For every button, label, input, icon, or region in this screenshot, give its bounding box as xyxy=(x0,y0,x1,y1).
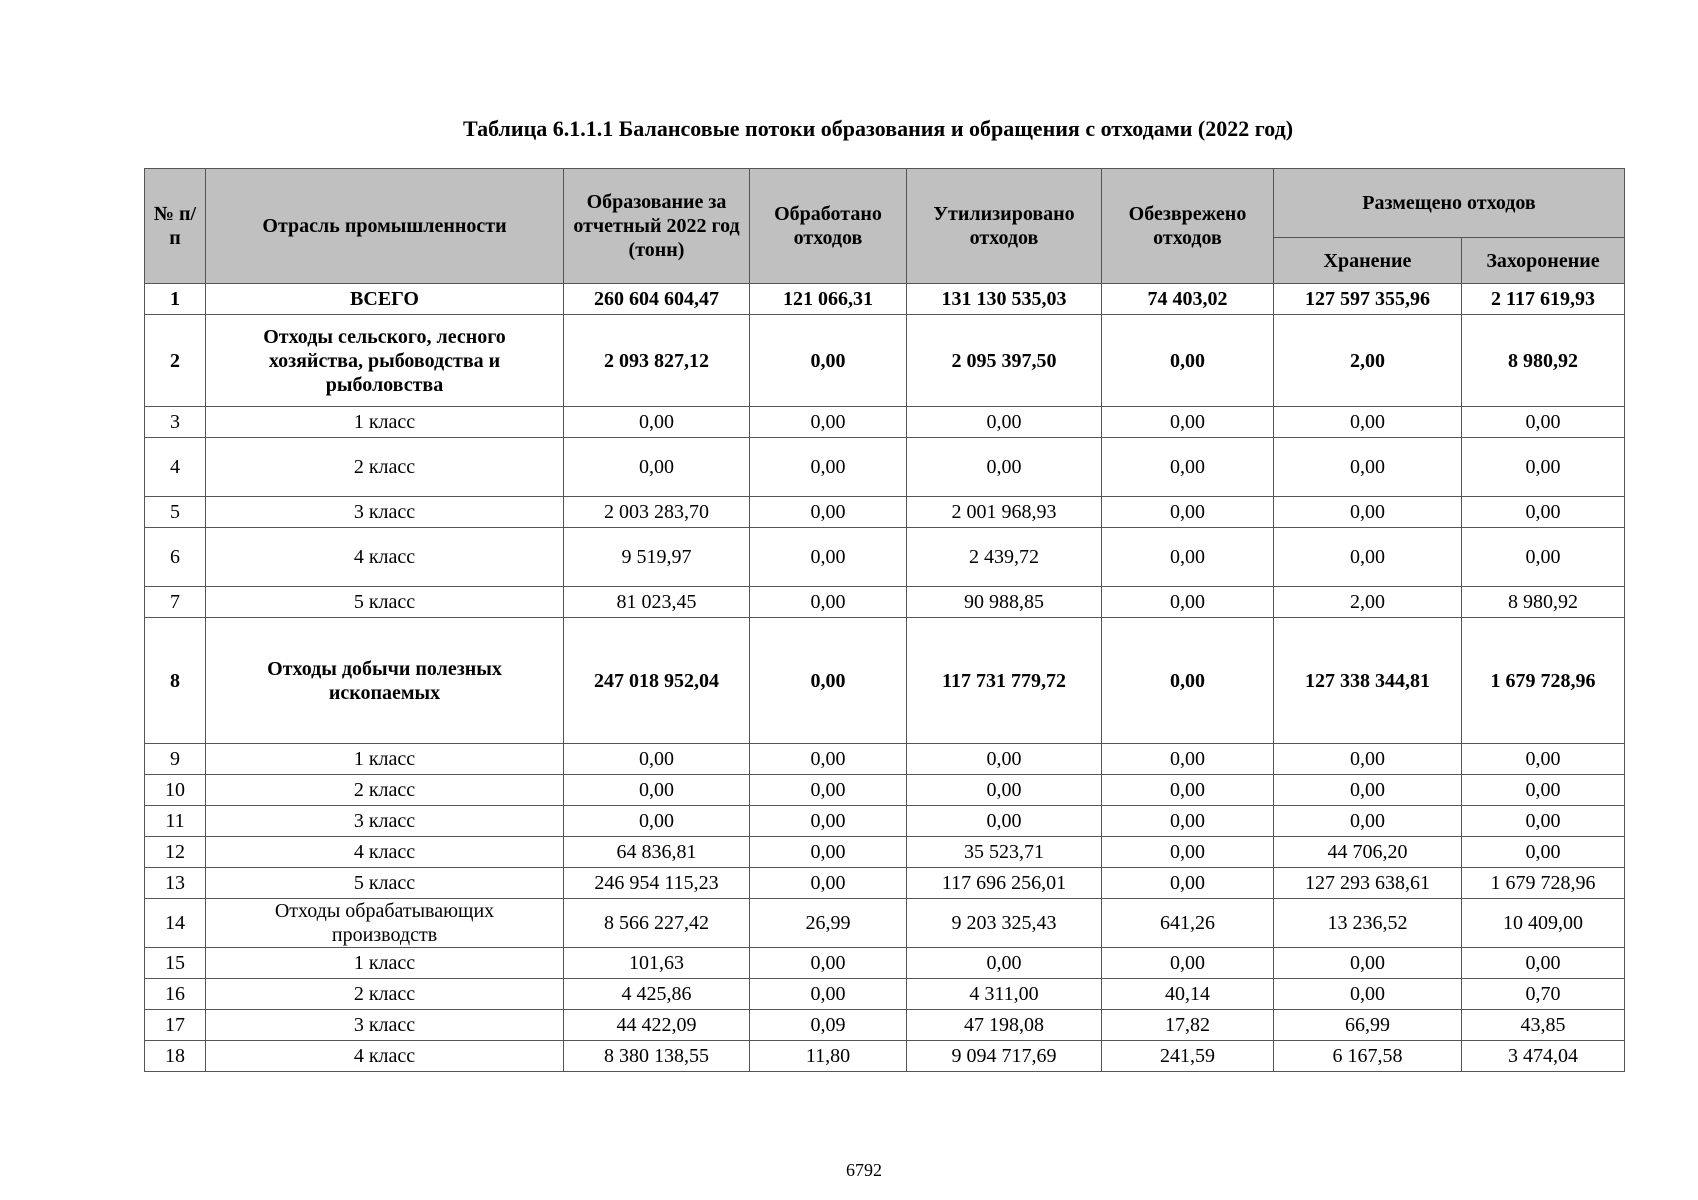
cell-utilized: 0,00 xyxy=(907,806,1102,837)
cell-name: 5 класс xyxy=(206,587,564,618)
cell-processed: 0,00 xyxy=(750,528,907,587)
cell-num: 14 xyxy=(145,899,206,948)
cell-num: 9 xyxy=(145,744,206,775)
cell-burial: 10 409,00 xyxy=(1462,899,1625,948)
cell-processed: 0,00 xyxy=(750,497,907,528)
cell-name: 4 класс xyxy=(206,528,564,587)
header-neutralized: Обезврежено отходов xyxy=(1102,169,1274,284)
table-row xyxy=(145,1010,1625,1041)
cell-formed: 8 380 138,55 xyxy=(564,1041,750,1072)
cell-processed: 0,00 xyxy=(750,744,907,775)
cell-utilized: 0,00 xyxy=(907,775,1102,806)
table-header xyxy=(145,169,1625,284)
table-row xyxy=(145,899,1625,948)
cell-num: 16 xyxy=(145,979,206,1010)
cell-name: ВСЕГО xyxy=(206,284,564,315)
cell-num: 2 xyxy=(145,315,206,407)
cell-utilized: 0,00 xyxy=(907,407,1102,438)
cell-name: 1 класс xyxy=(206,948,564,979)
page-number: 6792 xyxy=(846,1160,882,1180)
cell-processed: 0,00 xyxy=(750,806,907,837)
header-processed: Обработано отходов xyxy=(750,169,907,284)
header-industry: Отрасль промышленности xyxy=(206,169,564,284)
cell-name: 4 класс xyxy=(206,837,564,868)
waste-balance-table xyxy=(144,168,1625,1072)
cell-processed: 0,00 xyxy=(750,979,907,1010)
cell-utilized: 9 094 717,69 xyxy=(907,1041,1102,1072)
cell-utilized: 117 731 779,72 xyxy=(907,618,1102,744)
cell-name: Отходы добычи полезных ископаемых xyxy=(206,618,564,744)
cell-neutralized: 74 403,02 xyxy=(1102,284,1274,315)
cell-formed: 64 836,81 xyxy=(564,837,750,868)
cell-neutralized: 0,00 xyxy=(1102,587,1274,618)
cell-neutralized: 0,00 xyxy=(1102,868,1274,899)
cell-utilized: 131 130 535,03 xyxy=(907,284,1102,315)
cell-neutralized: 40,14 xyxy=(1102,979,1274,1010)
cell-storage: 0,00 xyxy=(1274,528,1462,587)
cell-name: 4 класс xyxy=(206,1041,564,1072)
cell-utilized: 4 311,00 xyxy=(907,979,1102,1010)
cell-name: 2 класс xyxy=(206,775,564,806)
cell-num: 8 xyxy=(145,618,206,744)
cell-burial: 1 679 728,96 xyxy=(1462,868,1625,899)
cell-num: 18 xyxy=(145,1041,206,1072)
cell-processed: 0,00 xyxy=(750,407,907,438)
cell-formed: 0,00 xyxy=(564,407,750,438)
cell-processed: 0,00 xyxy=(750,948,907,979)
cell-processed: 0,09 xyxy=(750,1010,907,1041)
cell-storage: 0,00 xyxy=(1274,497,1462,528)
cell-storage: 0,00 xyxy=(1274,775,1462,806)
cell-storage: 6 167,58 xyxy=(1274,1041,1462,1072)
header-storage: Хранение xyxy=(1274,238,1462,284)
cell-storage: 127 338 344,81 xyxy=(1274,618,1462,744)
table-row xyxy=(145,528,1625,587)
table-row xyxy=(145,407,1625,438)
cell-utilized: 2 001 968,93 xyxy=(907,497,1102,528)
cell-neutralized: 0,00 xyxy=(1102,948,1274,979)
cell-utilized: 9 203 325,43 xyxy=(907,899,1102,948)
cell-burial: 0,00 xyxy=(1462,438,1625,497)
cell-processed: 0,00 xyxy=(750,837,907,868)
cell-name: 2 класс xyxy=(206,979,564,1010)
cell-num: 10 xyxy=(145,775,206,806)
cell-formed: 101,63 xyxy=(564,948,750,979)
cell-name: 3 класс xyxy=(206,497,564,528)
cell-burial: 0,70 xyxy=(1462,979,1625,1010)
cell-burial: 0,00 xyxy=(1462,497,1625,528)
cell-num: 1 xyxy=(145,284,206,315)
cell-num: 7 xyxy=(145,587,206,618)
cell-formed: 2 003 283,70 xyxy=(564,497,750,528)
cell-storage: 0,00 xyxy=(1274,438,1462,497)
cell-num: 11 xyxy=(145,806,206,837)
cell-utilized: 2 439,72 xyxy=(907,528,1102,587)
cell-storage: 0,00 xyxy=(1274,979,1462,1010)
cell-burial: 0,00 xyxy=(1462,744,1625,775)
cell-formed: 247 018 952,04 xyxy=(564,618,750,744)
table-row xyxy=(145,868,1625,899)
cell-name: 3 класс xyxy=(206,806,564,837)
header-burial: Захоронение xyxy=(1462,238,1625,284)
cell-burial: 3 474,04 xyxy=(1462,1041,1625,1072)
table-row xyxy=(145,837,1625,868)
cell-formed: 81 023,45 xyxy=(564,587,750,618)
cell-neutralized: 17,82 xyxy=(1102,1010,1274,1041)
cell-num: 13 xyxy=(145,868,206,899)
header-utilized: Утилизировано отходов xyxy=(907,169,1102,284)
cell-name: 1 класс xyxy=(206,407,564,438)
cell-neutralized: 0,00 xyxy=(1102,315,1274,407)
cell-burial: 8 980,92 xyxy=(1462,587,1625,618)
cell-num: 4 xyxy=(145,438,206,497)
cell-burial: 0,00 xyxy=(1462,528,1625,587)
cell-processed: 26,99 xyxy=(750,899,907,948)
cell-neutralized: 0,00 xyxy=(1102,407,1274,438)
cell-burial: 43,85 xyxy=(1462,1010,1625,1041)
cell-neutralized: 241,59 xyxy=(1102,1041,1274,1072)
cell-utilized: 90 988,85 xyxy=(907,587,1102,618)
cell-storage: 127 597 355,96 xyxy=(1274,284,1462,315)
cell-num: 5 xyxy=(145,497,206,528)
cell-processed: 121 066,31 xyxy=(750,284,907,315)
cell-formed: 0,00 xyxy=(564,744,750,775)
cell-storage: 0,00 xyxy=(1274,407,1462,438)
cell-storage: 2,00 xyxy=(1274,587,1462,618)
cell-utilized: 0,00 xyxy=(907,438,1102,497)
cell-name: 2 класс xyxy=(206,438,564,497)
cell-name: 1 класс xyxy=(206,744,564,775)
table-row xyxy=(145,587,1625,618)
cell-utilized: 117 696 256,01 xyxy=(907,868,1102,899)
cell-storage: 44 706,20 xyxy=(1274,837,1462,868)
header-num: № п/п xyxy=(145,169,206,284)
table-body xyxy=(145,284,1625,1072)
cell-burial: 2 117 619,93 xyxy=(1462,284,1625,315)
cell-formed: 246 954 115,23 xyxy=(564,868,750,899)
cell-neutralized: 0,00 xyxy=(1102,744,1274,775)
table-row xyxy=(145,775,1625,806)
cell-formed: 9 519,97 xyxy=(564,528,750,587)
cell-formed: 8 566 227,42 xyxy=(564,899,750,948)
cell-neutralized: 0,00 xyxy=(1102,438,1274,497)
cell-burial: 1 679 728,96 xyxy=(1462,618,1625,744)
cell-utilized: 35 523,71 xyxy=(907,837,1102,868)
cell-neutralized: 0,00 xyxy=(1102,806,1274,837)
table-row xyxy=(145,315,1625,407)
cell-processed: 0,00 xyxy=(750,315,907,407)
cell-num: 12 xyxy=(145,837,206,868)
cell-neutralized: 0,00 xyxy=(1102,497,1274,528)
table-row xyxy=(145,1041,1625,1072)
cell-processed: 0,00 xyxy=(750,868,907,899)
cell-storage: 66,99 xyxy=(1274,1010,1462,1041)
cell-formed: 2 093 827,12 xyxy=(564,315,750,407)
cell-storage: 2,00 xyxy=(1274,315,1462,407)
cell-burial: 0,00 xyxy=(1462,837,1625,868)
cell-storage: 127 293 638,61 xyxy=(1274,868,1462,899)
cell-neutralized: 0,00 xyxy=(1102,837,1274,868)
cell-name: 5 класс xyxy=(206,868,564,899)
cell-utilized: 0,00 xyxy=(907,744,1102,775)
cell-burial: 0,00 xyxy=(1462,775,1625,806)
cell-formed: 260 604 604,47 xyxy=(564,284,750,315)
cell-num: 15 xyxy=(145,948,206,979)
cell-utilized: 0,00 xyxy=(907,948,1102,979)
cell-processed: 0,00 xyxy=(750,775,907,806)
cell-formed: 0,00 xyxy=(564,806,750,837)
header-placed: Размещено отходов xyxy=(1274,169,1625,238)
table-row xyxy=(145,806,1625,837)
cell-formed: 4 425,86 xyxy=(564,979,750,1010)
cell-name: Отходы обрабатывающих производств xyxy=(206,899,564,948)
cell-name: Отходы сельского, лесного хозяйства, рыбоводства и рыболовства xyxy=(206,315,564,407)
cell-neutralized: 0,00 xyxy=(1102,528,1274,587)
table-row xyxy=(145,438,1625,497)
cell-utilized: 47 198,08 xyxy=(907,1010,1102,1041)
cell-storage: 13 236,52 xyxy=(1274,899,1462,948)
header-formed: Образование за отчетный 2022 год (тонн) xyxy=(564,169,750,284)
cell-num: 17 xyxy=(145,1010,206,1041)
cell-neutralized: 641,26 xyxy=(1102,899,1274,948)
table-row xyxy=(145,979,1625,1010)
cell-burial: 8 980,92 xyxy=(1462,315,1625,407)
cell-utilized: 2 095 397,50 xyxy=(907,315,1102,407)
cell-storage: 0,00 xyxy=(1274,744,1462,775)
cell-num: 6 xyxy=(145,528,206,587)
cell-processed: 0,00 xyxy=(750,587,907,618)
cell-formed: 0,00 xyxy=(564,775,750,806)
cell-storage: 0,00 xyxy=(1274,948,1462,979)
cell-formed: 0,00 xyxy=(564,438,750,497)
table-row xyxy=(145,744,1625,775)
cell-name: 3 класс xyxy=(206,1010,564,1041)
table-row xyxy=(145,618,1625,744)
table-row xyxy=(145,497,1625,528)
cell-processed: 11,80 xyxy=(750,1041,907,1072)
cell-neutralized: 0,00 xyxy=(1102,618,1274,744)
cell-burial: 0,00 xyxy=(1462,806,1625,837)
cell-processed: 0,00 xyxy=(750,438,907,497)
table-row xyxy=(145,948,1625,979)
cell-storage: 0,00 xyxy=(1274,806,1462,837)
table-row xyxy=(145,284,1625,315)
table-caption: Таблица 6.1.1.1 Балансовые потоки образования и обращения с отходами (2022 год) xyxy=(462,116,1294,141)
cell-num: 3 xyxy=(145,407,206,438)
cell-formed: 44 422,09 xyxy=(564,1010,750,1041)
cell-neutralized: 0,00 xyxy=(1102,775,1274,806)
cell-burial: 0,00 xyxy=(1462,948,1625,979)
cell-burial: 0,00 xyxy=(1462,407,1625,438)
cell-processed: 0,00 xyxy=(750,618,907,744)
